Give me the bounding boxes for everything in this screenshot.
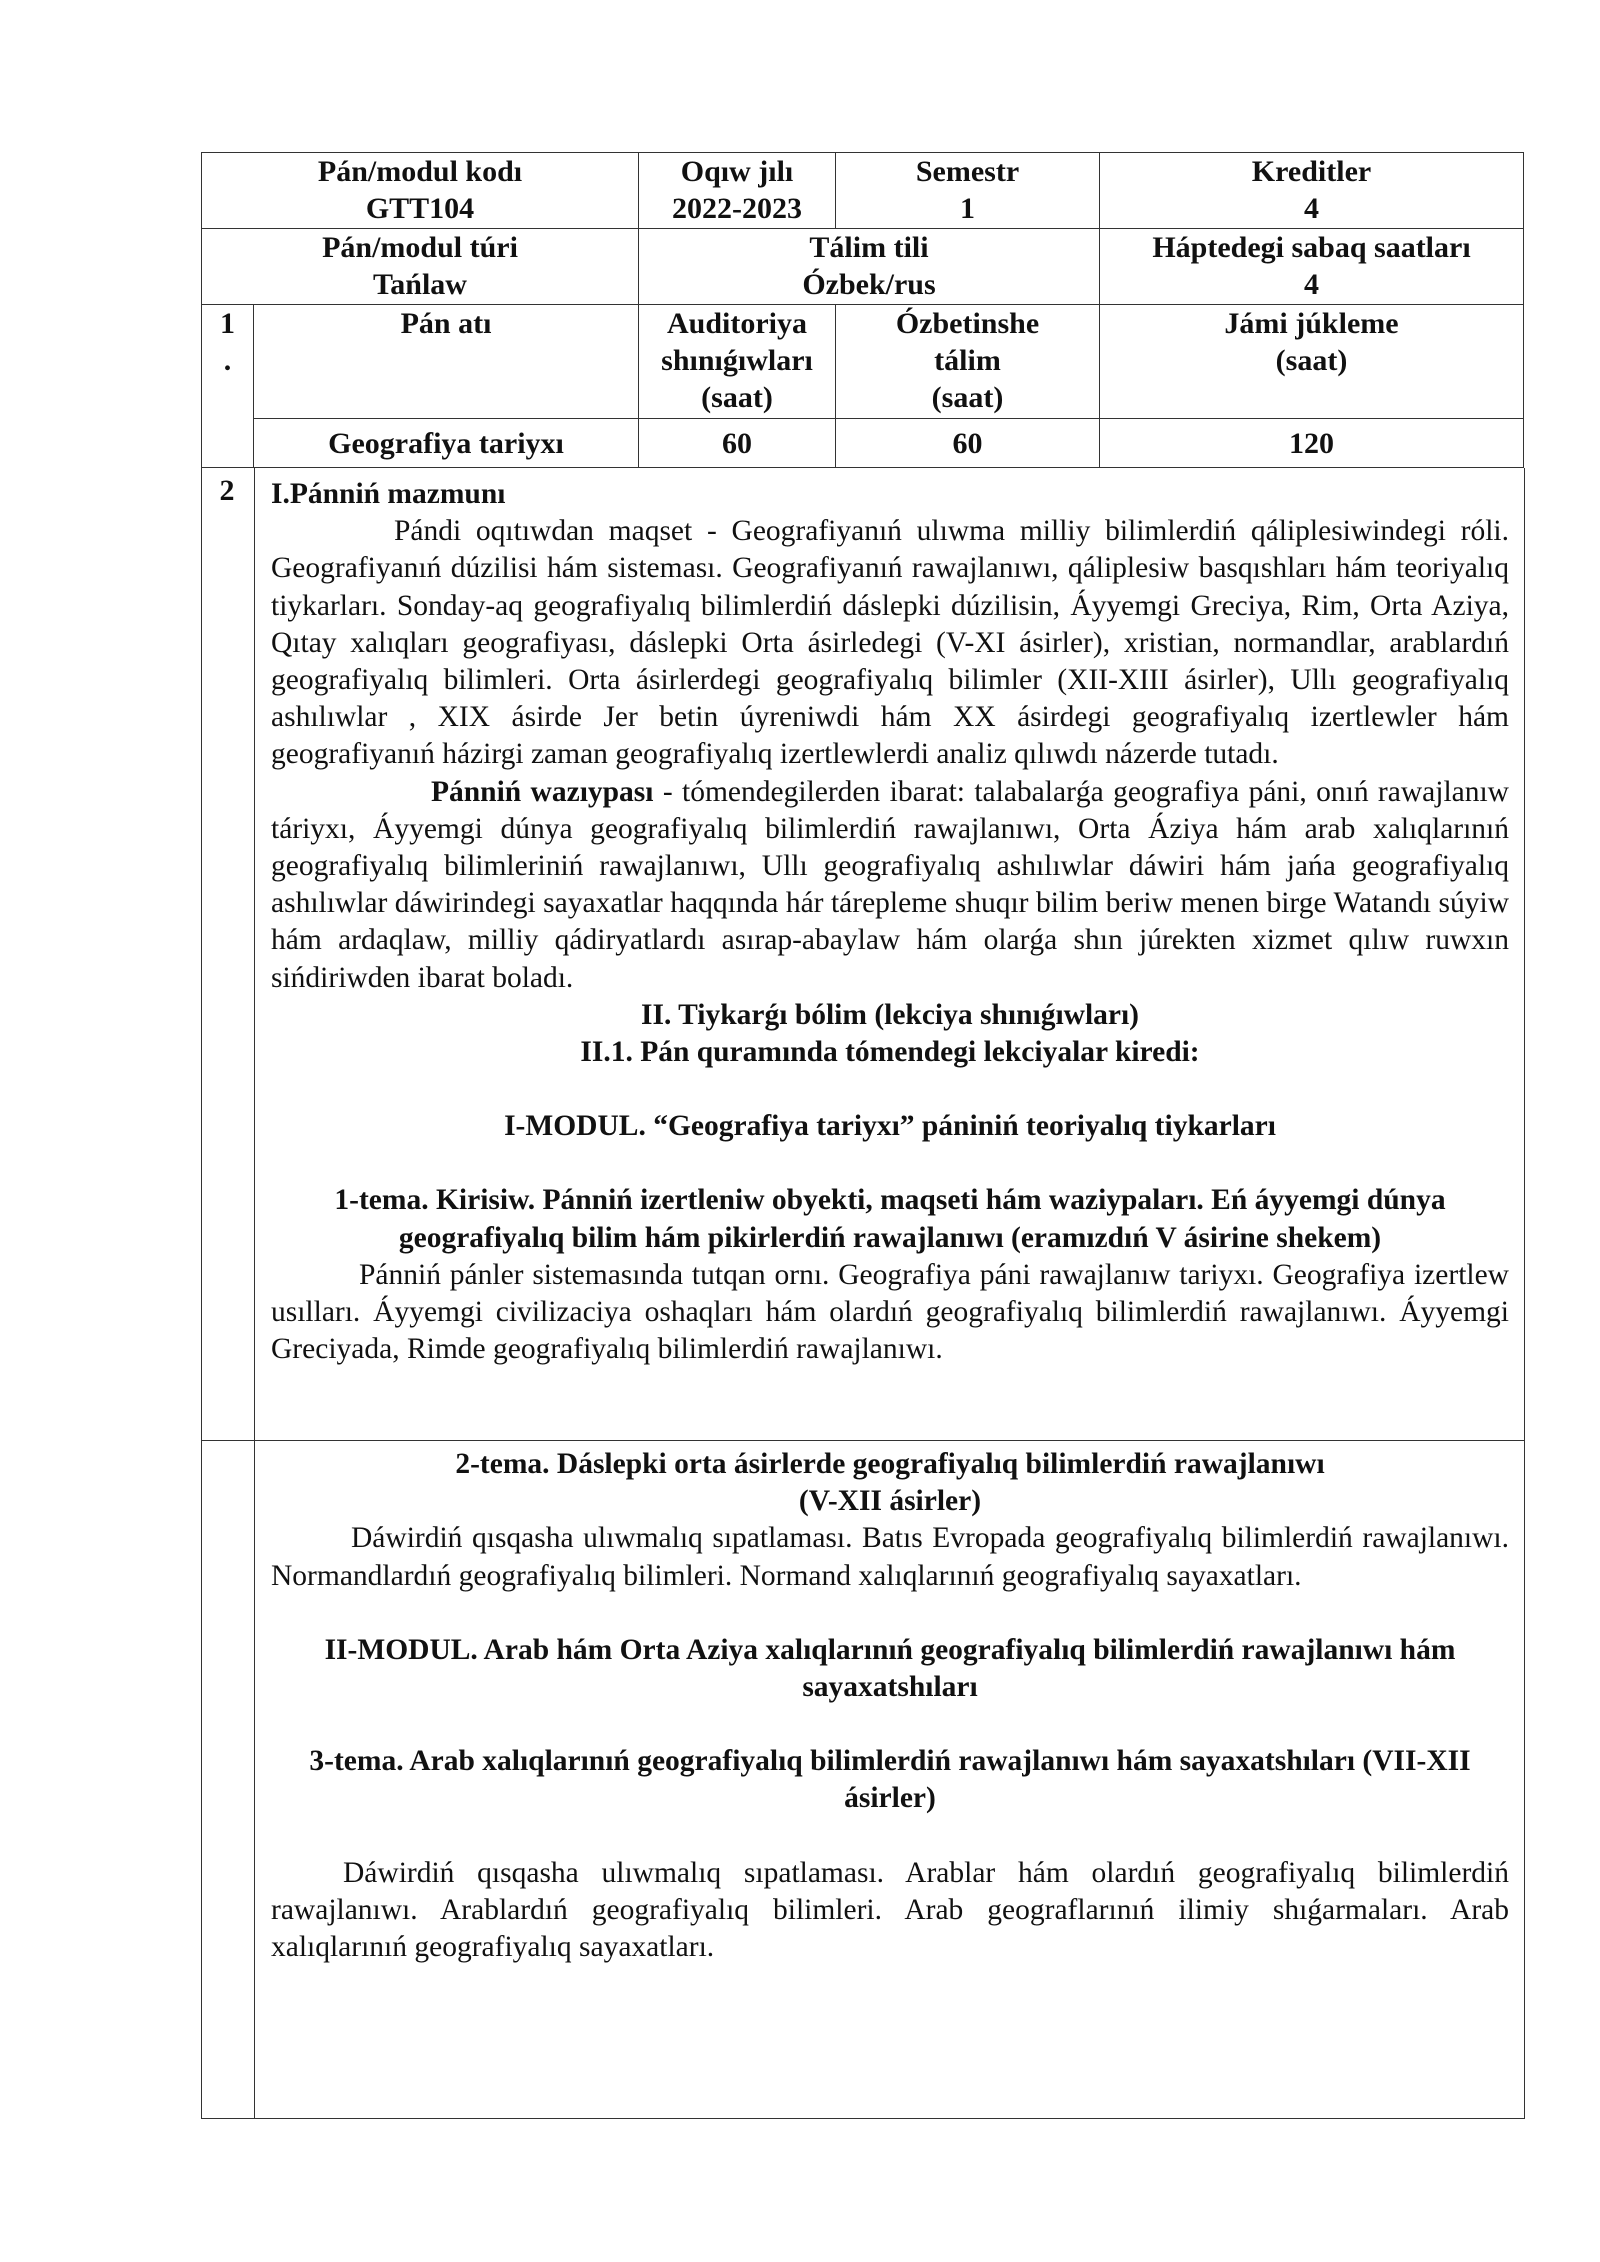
- academic-year-cell: Oqıw jılı 2022-2023: [639, 153, 836, 229]
- table-row: [202, 305, 1524, 419]
- topic-1-title: 1-tema. Kirisiw. Pánniń izertleniw obyekti, maqseti hám waziypaları. Eń áyyemgi dúnya geografiyalıq bilim hám pikirlerdiń rawajlanıwı (eramızdıń V ásirine shekem): [334, 1184, 1446, 1254]
- credits-cell: Kreditler 4: [1100, 153, 1524, 229]
- task-label: Pánniń wazıypası: [431, 775, 654, 808]
- section-2-content: [271, 476, 1509, 1368]
- course-info-table: [201, 152, 1524, 468]
- aim-paragraph: Pándi oqıtıwdan maqset - Geografiyanıń ulıwma milliy bilimlerdiń qáliplesiwindegi róli. Geografiyanıń dúzilisi hám sisteması. Geografiyanıń rawajlanıwı, qáliplesiw basqıshları hám teoriyalıq tiykarları. Sonday-aq geografiyalıq bilimlerdiń dáslepki dúzilisin, Áyyemgi Greciya, Rim, Orta Aziya, Qıtay xalıqları geografiyası, dáslepki Orta ásirledegi (V-XI ásirler), xristian, normandlar, arablardıń geografiyalıq bilimleri. Orta ásirlerdegi geografiyalıq bilimler (XII-XIII ásirler), Ullı geografiyalıq ashılıwlar , XIX ásirde Jer betin úyreniwdi hám XX ásirdegi geografiyalıq izertlewler hám geografiyanıń házirgi zaman geografiyalıq izertlewlerdi analiz qılıwdı názerde tutadı.: [271, 515, 1509, 771]
- module-type-cell: Pán/modul túri Tańlaw: [202, 229, 639, 305]
- section-3-content: [271, 1446, 1509, 1966]
- language-cell: Tálim tili Ózbek/rus: [639, 229, 1100, 305]
- semester-cell: Semestr 1: [836, 153, 1100, 229]
- independent-hours-value-cell: 60: [836, 419, 1100, 468]
- section-heading: I.Pánniń mazmunı: [271, 478, 506, 510]
- subject-name-value-cell: Geografiya tariyxı: [254, 419, 639, 468]
- auditorium-hours-label-cell: Auditoriya shınıǵıwları (saat): [639, 305, 836, 419]
- auditorium-hours-value-cell: 60: [639, 419, 836, 468]
- total-load-label-cell: Jámi júkleme (saat): [1100, 305, 1524, 419]
- table-row: [202, 419, 1524, 468]
- total-load-value-cell: 120: [1100, 419, 1524, 468]
- column-divider: [254, 1440, 255, 2118]
- main-part-heading: II. Tiykarǵı bólim (lekciya shınıǵıwları): [640, 998, 1139, 1031]
- topic-2-title-line-1: 2-tema. Dáslepki orta ásirlerde geografiyalıq bilimlerdiń rawajlanıwı: [455, 1448, 1325, 1480]
- lectures-heading: II.1. Pán quramında tómendegi lekciyalar kiredi:: [580, 1036, 1200, 1069]
- row-number-cell: 1 .: [202, 305, 254, 468]
- row-number-2: 2: [219, 474, 235, 507]
- independent-hours-label-cell: Ózbetinshe tálim (saat): [836, 305, 1100, 419]
- module-code-cell: Pán/modul kodı GTT104: [202, 153, 639, 229]
- topic-3-text: Dáwirdiń qısqasha ulıwmalıq sıpatlaması. Arablar hám olardıń geografiyalıq bilimlerdiń rawajlanıwı. Arablardıń geografiyalıq bilimleri. Arab geograflarınıń ilimiy shıǵarmaları. Arab xalıqlarınıń geografiyalıq sayaxatları.: [271, 1856, 1509, 1964]
- module-2-title: II-MODUL. Arab hám Orta Aziya xalıqlarınıń geografiyalıq bilimlerdiń rawajlanıwı hám sayaxatshıları: [324, 1633, 1456, 1704]
- task-paragraph: Pánniń wazıypası - tómendegilerden ibarat: talabalarǵa geografiya páni, onıń rawajlanıw táriyxı, Áyyemgi dúnya geografiyalıq bilimlerdiń rawajlanıwı, Orta Áziya hám arab xalıqlarınıń geografiyalıq bilimleriniń rawajlanıwı, Ullı geografiyalıq ashılıwlar dáwiri hám jańa geografiyalıq ashılıwlar dáwirindegi sayaxatlar haqqında hár tárepleme shuqır bilim beriw menen birge Watandı súyiw hám ardaqlaw, milliy qádiryatlardı asırap-abaylaw hám olarǵa shın júrekten xizmet qılıw ruwxın sińdiriwden ibarat boladı.: [271, 775, 1509, 994]
- topic-2-text: Dáwirdiń qısqasha ulıwmalıq sıpatlaması. Batıs Evropada geografiyalıq bilimlerdiń rawajlanıwı. Normandlardıń geografiyalıq bilimleri. Normand xalıqlarınıń geografiyalıq sayaxatları.: [271, 1522, 1509, 1592]
- weekly-hours-cell: Háptedegi sabaq saatları 4: [1100, 229, 1524, 305]
- topic-3-title: 3-tema. Arab xalıqlarınıń geografiyalıq bilimlerdiń rawajlanıwı hám sayaxatshıları (VII-XII ásirler): [309, 1745, 1471, 1815]
- table-row: [202, 153, 1524, 229]
- table-row: [202, 229, 1524, 305]
- topic-2-title-line-2: (V-XII ásirler): [798, 1485, 982, 1518]
- module-1-title: I-MODUL. “Geografiya tariyxı” pániniń teoriyalıq tiykarları: [504, 1110, 1276, 1143]
- topic-1-text: Pánniń pánler sistemasında tutqan ornı. Geografiya páni rawajlanıw tariyxı. Geografiya izertlew usılları. Áyyemgi civilizaciya oshaqları hám olardıń geografiyalıq bilimlerdiń rawajlanıwı. Áyyemgi Greciyada, Rimde geografiyalıq bilimlerdiń rawajlanıwı.: [271, 1258, 1509, 1366]
- subject-name-label-cell: Pán atı: [254, 305, 639, 419]
- column-divider: [254, 468, 255, 1440]
